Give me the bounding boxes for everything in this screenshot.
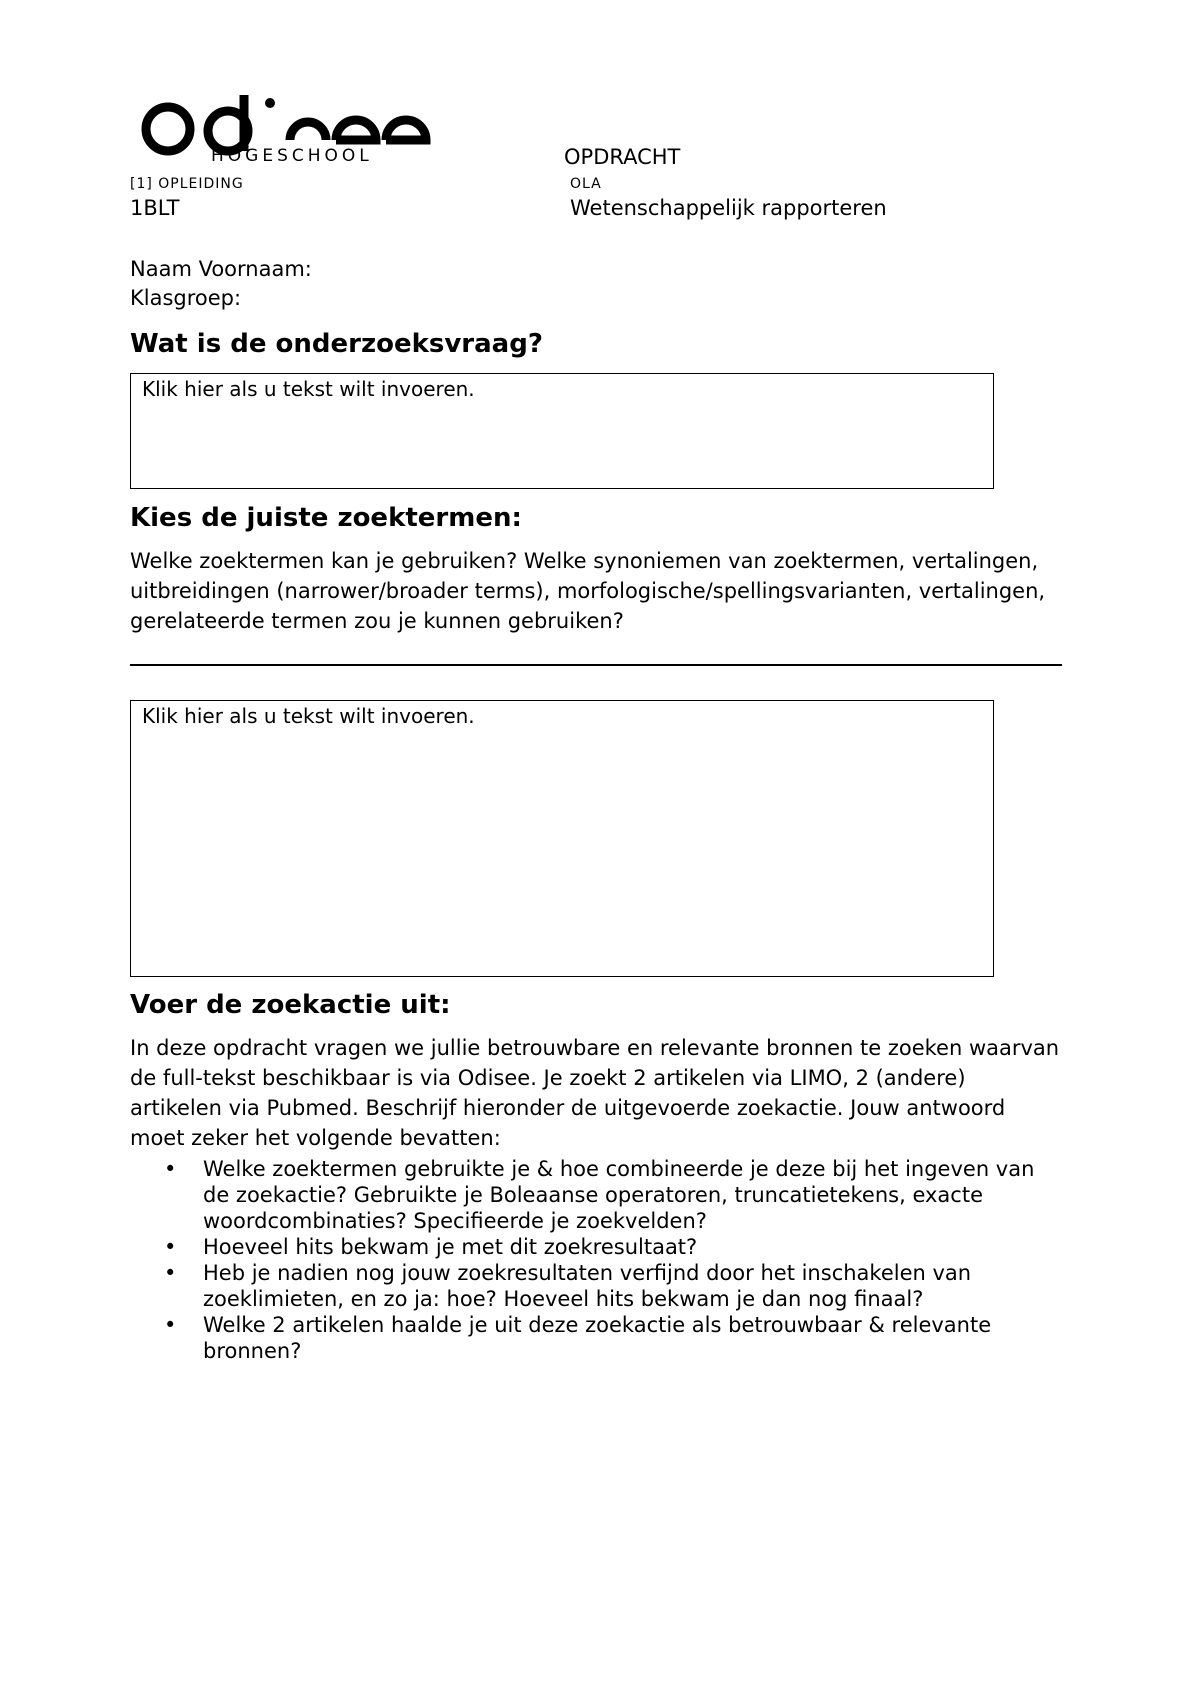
list-item	[130, 1156, 1060, 1234]
bullet-icon: •	[164, 1157, 177, 1181]
list-item	[130, 1234, 1060, 1260]
bullet-icon: •	[164, 1261, 177, 1285]
logo-subtitle: HOGESCHOOL	[211, 146, 373, 166]
document-type: OPDRACHT	[564, 145, 681, 169]
ola-label: OLA	[570, 176, 602, 192]
bullet-icon: •	[164, 1313, 177, 1337]
list-item-text: Heb je nadien nog jouw zoekresultaten verfijnd door het inschakelen van zoeklimieten, en zo ja: hoe? Hoeveel hits bekwam je dan nog finaal?	[203, 1261, 972, 1311]
section-heading-research-question: Wat is de onderzoeksvraag?	[130, 329, 543, 359]
input-placeholder: Klik hier als u tekst wilt invoeren.	[142, 704, 475, 728]
name-label: Naam Voornaam:	[130, 257, 312, 281]
ola-value: Wetenschappelijk rapporteren	[570, 196, 887, 220]
search-terms-input[interactable]	[130, 700, 994, 977]
bullet-icon: •	[164, 1235, 177, 1259]
list-item	[130, 1260, 1060, 1312]
list-item-text: Hoeveel hits bekwam je met dit zoekresultaat?	[203, 1235, 698, 1259]
section-heading-search-terms: Kies de juiste zoektermen:	[130, 503, 522, 533]
research-question-input[interactable]	[130, 373, 994, 489]
divider	[130, 664, 1062, 666]
opleiding-value: 1BLT	[130, 196, 180, 220]
requirements-list	[130, 1156, 1060, 1364]
list-item	[130, 1312, 1060, 1364]
search-action-instructions: In deze opdracht vragen we jullie betrouwbare en relevante bronnen te zoeken waarvan de full-tekst beschikbaar is via Odisee. Je zoekt 2 artikelen via LIMO, 2 (andere) artikelen via Pubmed. Beschrijf hieronder de uitgevoerde zoekactie. Jouw antwoord moet zeker het volgende bevatten:	[130, 1036, 1060, 1150]
list-item-text: Welke zoektermen gebruikte je & hoe combineerde je deze bij het ingeven van de zoekactie? Gebruikte je Boleaanse operatoren, truncatietekens, exacte woordcombinaties? Specifieerde je zoekvelden?	[203, 1157, 1035, 1233]
section-heading-search-action: Voer de zoekactie uit:	[130, 990, 451, 1020]
group-label: Klasgroep:	[130, 286, 242, 310]
list-item-text: Welke 2 artikelen haalde je uit deze zoekactie als betrouwbaar & relevante bronnen?	[203, 1313, 992, 1363]
input-placeholder: Klik hier als u tekst wilt invoeren.	[142, 377, 475, 401]
opleiding-label: [1] OPLEIDING	[130, 176, 244, 192]
search-terms-instructions: Welke zoektermen kan je gebruiken? Welke synoniemen van zoektermen, vertalingen, uitbreidingen (narrower/broader terms), morfologische/spellingsvarianten, vertalingen, gerelateerde termen zou je kunnen gebruiken?	[130, 549, 1046, 633]
